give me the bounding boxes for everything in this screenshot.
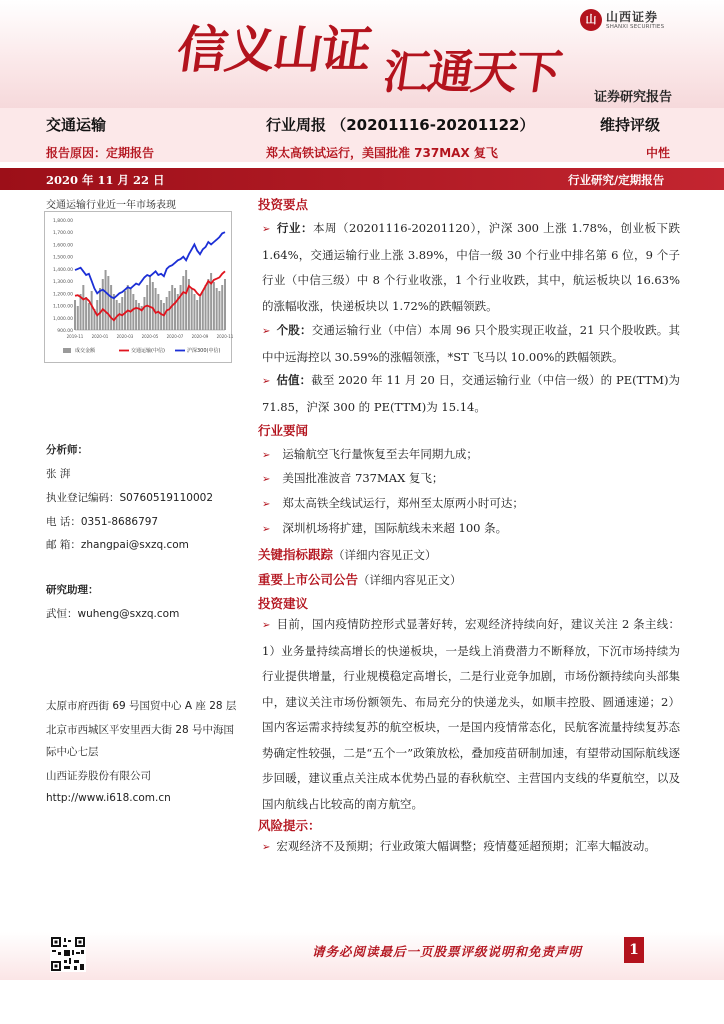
volume-bar <box>130 288 132 330</box>
slogan-right: 汇通天下 <box>379 45 564 99</box>
para-advice-text: 目前，国内疫情防控形式显著好转，宏观经济持续向好，建议关注 2 条主线：1）业务量持续高增长的快递板块，一是线上消费潜力不断释放，下沉市场持续为行业提供增量，行业规模稳定高增长，二是行业竞争加剧，市场份额持续向头部集中，建议关注市场份额领先、布局充分的快递龙头，如顺丰控股、圆通速递；2）国内客运需求持续复苏的航空板块，一是国内疫情常态化，民航客流量持续复苏态势确定性较强，二是“五个一”政策放松，叠加疫苗研制加速，有望带动国际航线逐步回暖，建议重点关注成本优势凸显的春秋航空、主营国内支线的华夏航空，以及国内航线占比较高的南方航空。 <box>262 617 680 811</box>
page-number: 1 <box>624 937 644 963</box>
x-tick-label: 2020-11 <box>216 334 234 339</box>
report-title: 行业周报 （20201116-20201122） <box>266 116 535 134</box>
volume-bar <box>102 279 104 330</box>
company-name: 山西证券股份有限公司 <box>46 770 151 782</box>
volume-bar <box>107 276 109 330</box>
volume-bar <box>163 303 165 330</box>
para-valuation-text: 截至 2020 年 11 月 20 日，交通运输行业（中信一级）的 PE(TTM)为 71.85，沪深 300 的 PE(TTM)为 15.14。 <box>262 373 681 414</box>
section-industry-news: 行业要闻 <box>258 423 309 438</box>
report-reason: 报告原因：定期报告 <box>46 146 155 160</box>
section-key-indicators-note: （详细内容见正文） <box>333 548 437 562</box>
volume-bar <box>149 276 151 330</box>
address-beijing-cont: 际中心七层 <box>46 746 99 758</box>
rating-value: 中性 <box>646 146 671 160</box>
volume-bar <box>80 294 82 330</box>
bullet-icon: ➢ <box>262 842 271 853</box>
volume-bar <box>82 285 84 330</box>
y-tick-label: 1,600.00 <box>52 243 73 249</box>
legend-label: 成交金额 <box>75 348 96 354</box>
analyst-email: 邮 箱：zhangpai@sxzq.com <box>46 539 189 551</box>
y-tick-label: 1,100.00 <box>52 304 73 310</box>
section-key-indicators-title: 关键指标跟踪 <box>258 547 334 562</box>
para-industry <box>262 216 680 319</box>
news-item-text: 郑太高铁全线试运行，郑州至太原两小时可达； <box>282 496 524 510</box>
section-investment-points: 投资要点 <box>258 197 309 212</box>
volume-bar <box>216 288 218 330</box>
x-tick-label: 2020-01 <box>91 334 109 339</box>
para-stocks-text: 交通运输行业（中信）本周 96 只个股实现正收益，21 只个股收跌。其中中远海控以 30.59%的涨幅领涨，*ST 飞马以 10.00%的跌幅领跌。 <box>262 323 680 364</box>
legend-swatch <box>63 348 71 353</box>
volume-bar <box>180 285 182 330</box>
y-tick-label: 1,200.00 <box>52 292 73 298</box>
x-tick-label: 2019-11 <box>66 334 84 339</box>
logo-name-cn: 山西证券 <box>606 10 659 24</box>
volume-bar <box>118 303 120 330</box>
assistant-heading: 研究助理： <box>46 584 99 596</box>
news-item <box>262 495 524 511</box>
volume-bar <box>135 300 137 330</box>
volume-bar <box>146 285 148 330</box>
company-website[interactable]: http://www.i618.com.cn <box>46 792 171 804</box>
volume-bar <box>132 294 134 330</box>
para-valuation-label: 估值： <box>276 373 312 387</box>
x-tick-label: 2020-09 <box>191 334 209 339</box>
volume-bar <box>205 285 207 330</box>
volume-bar <box>124 291 126 330</box>
volume-bar <box>143 297 145 330</box>
report-date: 2020 年 11 月 22 日 <box>46 173 165 187</box>
report-headline: 郑太高铁试运行，美国批准 737MAX 复飞 <box>266 146 498 160</box>
rating-label: 维持评级 <box>600 116 661 134</box>
y-tick-label: 1,400.00 <box>52 267 73 273</box>
bullet-icon: ➢ <box>262 474 271 485</box>
news-item-text: 深圳机场将扩建，国际航线未来超 100 条。 <box>282 521 508 535</box>
legend-label: 沪深300(中信) <box>187 348 221 354</box>
company-logo <box>580 6 692 36</box>
logo-mark-icon: 山 <box>580 9 602 31</box>
volume-bar <box>191 288 193 330</box>
volume-bar <box>91 291 93 330</box>
volume-bar <box>85 297 87 330</box>
analyst-phone: 电 话：0351-8686797 <box>46 516 159 528</box>
news-item <box>262 446 478 462</box>
logo-name-en: SHANXI SECURITIES <box>606 24 665 30</box>
news-item <box>262 520 507 536</box>
volume-bar <box>207 279 209 330</box>
market-performance-chart <box>44 211 232 363</box>
volume-bar <box>174 288 176 330</box>
report-category: 行业研究/定期报告 <box>568 173 665 187</box>
qr-code-icon <box>50 936 86 972</box>
volume-bar <box>127 285 129 330</box>
x-tick-label: 2020-07 <box>166 334 184 339</box>
volume-bar <box>88 303 90 330</box>
y-tick-label: 1,300.00 <box>52 280 73 286</box>
para-stocks <box>262 318 680 370</box>
footer-disclaimer: 请务必阅读最后一页股票评级说明和免责声明 <box>312 944 583 959</box>
y-tick-label: 1,000.00 <box>52 316 73 322</box>
industry-name: 交通运输 <box>46 116 107 134</box>
volume-bar <box>182 276 184 330</box>
volume-bar <box>193 294 195 330</box>
section-announcements-note: （详细内容见正文） <box>358 573 462 587</box>
volume-bar <box>113 294 115 330</box>
para-risk-text: 宏观经济不及预期；行业政策大幅调整；疫情蔓延超预期；汇率大幅波动。 <box>276 839 656 853</box>
report-type: 证券研究报告 <box>594 90 673 105</box>
volume-bar <box>168 291 170 330</box>
volume-bar <box>155 288 157 330</box>
analyst-name: 张 湃 <box>46 468 71 480</box>
para-valuation <box>262 368 680 420</box>
news-item <box>262 470 443 486</box>
slogan-left: 信义山证 <box>173 20 374 79</box>
bullet-icon: ➢ <box>262 524 271 535</box>
analyst-license: 执业登记编码：S0760519110002 <box>46 492 214 504</box>
section-announcements-title: 重要上市公司公告 <box>258 572 359 587</box>
volume-bar <box>185 270 187 330</box>
volume-bar <box>77 306 79 330</box>
volume-bar <box>196 300 198 330</box>
section-company-announcements <box>258 570 462 588</box>
volume-bar <box>213 282 215 330</box>
volume-bar <box>224 279 226 330</box>
analyst-heading: 分析师： <box>46 444 88 456</box>
volume-bar <box>202 291 204 330</box>
volume-bar <box>74 300 76 330</box>
news-item-text: 运输航空飞行量恢复至去年同期九成； <box>282 447 478 461</box>
para-industry-label: 行业： <box>276 221 313 235</box>
legend-label: 交通运输(中信) <box>131 348 165 354</box>
volume-bar <box>199 297 201 330</box>
section-risk: 风险提示： <box>258 818 321 833</box>
volume-bar <box>221 285 223 330</box>
address-taiyuan: 太原市府西街 69 号国贸中心 A 座 28 层 <box>46 700 237 712</box>
assistant-contact: 武恒：wuheng@sxzq.com <box>46 608 180 620</box>
section-investment-advice: 投资建议 <box>258 596 309 611</box>
para-investment-advice <box>262 612 680 817</box>
bullet-icon: ➢ <box>262 620 271 631</box>
volume-bar <box>110 285 112 330</box>
volume-bar <box>152 282 154 330</box>
y-tick-label: 1,700.00 <box>52 231 73 237</box>
y-tick-label: 900.00 <box>57 329 73 334</box>
address-beijing: 北京市西城区平安里西大街 28 号中海国 <box>46 724 235 736</box>
x-tick-label: 2020-05 <box>141 334 159 339</box>
para-risk <box>262 834 680 861</box>
volume-bar <box>218 291 220 330</box>
volume-bar <box>166 297 168 330</box>
volume-bar <box>105 270 107 330</box>
x-tick-label: 2020-03 <box>116 334 134 339</box>
y-tick-label: 1,500.00 <box>52 255 73 261</box>
para-industry-text: 本周（20201116-20201120），沪深 300 上涨 1.78%，创业板下跌 1.64%，交通运输行业上涨 3.89%，中信一级 30 个行业中排名第 6 位，9 个子行业（中信三级）中 8 个行业收涨，1 个行业收跌，其中，航运板块以 16.63%的涨幅收涨，快递板块以 1.72%的跌幅领跌。 <box>262 221 681 313</box>
bullet-icon: ➢ <box>262 326 271 337</box>
bullet-icon: ➢ <box>262 224 271 235</box>
bullet-icon: ➢ <box>262 376 271 387</box>
chart-title: 交通运输行业近一年市场表现 <box>46 200 176 211</box>
volume-bar <box>99 288 101 330</box>
section-key-indicators <box>258 545 437 563</box>
volume-bar <box>138 303 140 330</box>
bullet-icon: ➢ <box>262 499 271 510</box>
news-item-text: 美国批准波音 737MAX 复飞； <box>282 471 444 485</box>
y-tick-label: 1,800.00 <box>52 219 73 224</box>
bullet-icon: ➢ <box>262 450 271 461</box>
para-stocks-label: 个股： <box>276 323 312 337</box>
